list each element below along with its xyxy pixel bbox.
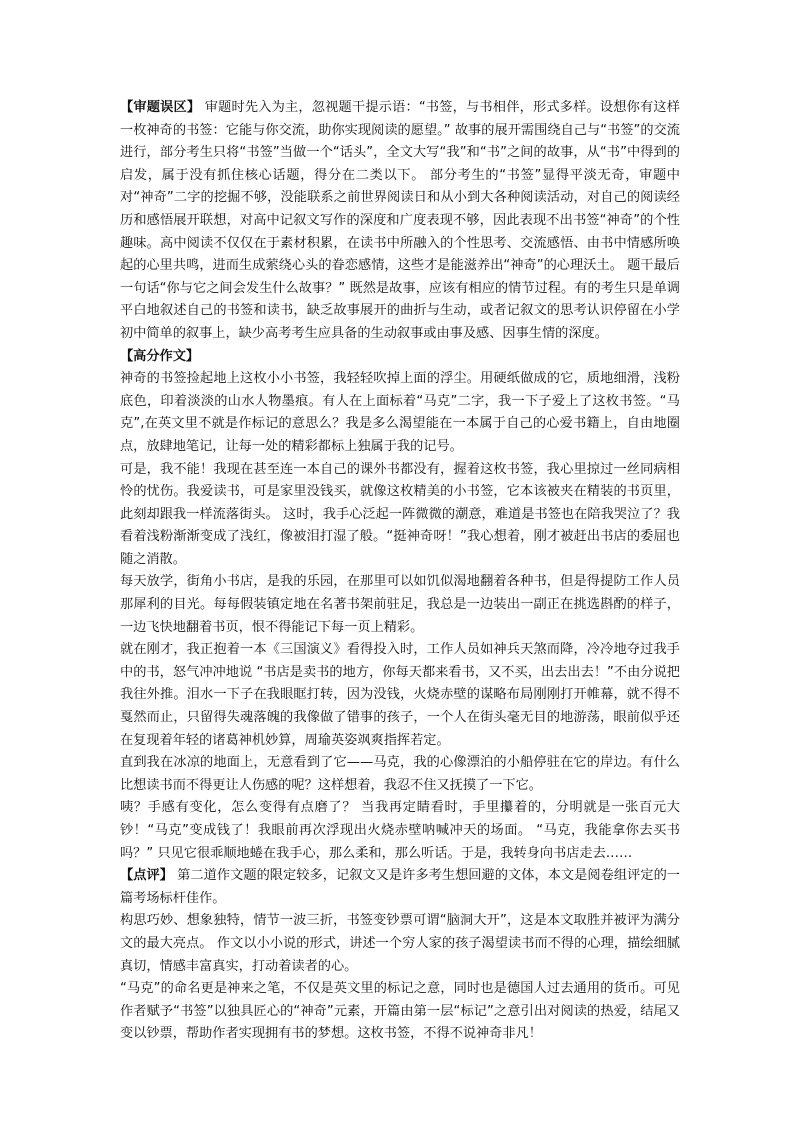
- section-label-review-mistakes: 【审题误区】: [120, 100, 201, 115]
- paragraph-text: 第二道作文题的限定较多，记叙文又是许多考生想回避的文体，本文是阅卷组评定的一篇考场标杆佳作。: [120, 868, 680, 906]
- document-body: [120, 97, 680, 1046]
- section-label-commentary: 【点评】: [120, 868, 173, 884]
- commentary-paragraph: [120, 865, 680, 910]
- essay-paragraph-1: 神奇的书签捡起地上这枚小小书签，我轻轻吹掉上面的浮尘。用硬纸做成的它，质地细滑，浅粉底色，印着淡淡的山水人物墨痕。有人在上面标着“马克”二字，我一下子爱上了这枚书签。“马克”,在英文里不就是作标记的意思么？我是多么渴望能在一本属于自己的心爱书籍上，自由地圈点，放肆地笔记，让每一处的精彩都标上独属于我的记号。: [120, 371, 680, 454]
- essay-paragraph-3: 每天放学，街角小书店，是我的乐园，在那里可以如饥似渴地翻着各种书，但是得提防工作人员那犀利的目光。每每假装镇定地在名著书架前驻足，我总是一边装出一副正在挑选斟酌的样子，一边飞快地翻着书页，恨不得能记下每一页上精彩。: [120, 574, 680, 635]
- high-score-essay-heading: [120, 346, 680, 369]
- essay-paragraph-4: 就在刚才，我正抱着一本《三国演义》看得投入时，工作人员如神兵天煞而降，冷冷地夺过我手中的书，怒气冲冲地说 “书店是卖书的地方，你每天都来看书，又不买，出去出去！”不由分说把我往外推。泪水一下子在我眼眶打转，因为没钱，火烧赤壁的谋略布局刚刚打开帷幕，就不得不戛然而止，只留得失魂落魄的我像做了错事的孩子，一个人在街头毫无目的地游荡，眼前似乎还在复现着年轻的诸葛神机妙算，周瑜英姿飒爽指挥若定。: [120, 642, 680, 748]
- commentary-paragraph-2: 构思巧妙、想象独特，情节一波三折，书签变钞票可谓“脑洞大开”，这是本文取胜并被评为满分文的最大亮点。 作文以小小说的形式，讲述一个穷人家的孩子渴望读书而不得的心理，描绘细腻真切，情感丰富真实，打动着读者的心。: [120, 913, 680, 974]
- essay-paragraph-2: 可是，我不能！我现在甚至连一本自己的课外书都没有，握着这枚书签，我心里掠过一丝同病相怜的忧伤。我爱读书，可是家里没钱买，就像这枚精美的小书签，它本该被夹在精装的书页里，此刻却跟我一样流落街头。 这时，我手心泛起一阵微微的潮意，难道是书签也在陪我哭泣了？我看着浅粉渐渐变成了浅红，像被泪打湿了般。“挺神奇呀！”我心想着，刚才被赶出书店的委屈也随之消散。: [120, 461, 680, 567]
- review-mistakes-paragraph: [120, 97, 680, 346]
- paragraph-text: 审题时先入为主，忽视题干提示语：“书签，与书相伴，形式多样。设想你有这样一枚神奇的书签：它能与你交流，助你实现阅读的愿望。” 故事的展开需围绕自己与“书签”的交流进行，部分考生只将“书签”当做一个“话头”，全文大写“我”和“书”之间的故事，从“书”中得到的启发，属于没有抓住核心话题，得分在二类以下。 部分考生的“书签”显得平淡无奇，审题中对“神奇”二字的挖掘不够，没能联系之前世界阅读日和从小到大各种阅读活动，对自己的阅读经历和感悟展开联想，对高中记叙文写作的深度和广度表现不够，因此表现不出书签“神奇”的个性趣味。高中阅读不仅仅在于素材积累，在读书中所融入的个性思考、交流感悟、由书中情感所唤起的心里共鸣，进而生成萦绕心头的眷恋感情，这些才是能滋养出“神奇”的心理沃土。 题干最后一句话“你与它之间会发生什么故事？” 既然是故事，应该有相应的情节过程。有的考生只是单调平白地叙述自己的书签和读书，缺乏故事展开的曲折与生动，或者记叙文的思考认识停留在小学初中简单的叙事上，缺少高考考生应具备的生动叙事或由事及感、因事生情的深度。: [120, 100, 680, 341]
- section-label-high-score-essay: 【高分作文】: [120, 348, 200, 364]
- essay-paragraph-5: 直到我在冰凉的地面上，无意看到了它——马克，我的心像漂泊的小船停驻在它的岸边。有什么比想读书而不得更让人伤感的呢？这样想着，我忍不住又抚摸了一下它。: [120, 755, 680, 793]
- commentary-paragraph-3: “马克”的命名更是神来之笔，不仅是英文里的标记之意，同时也是德国人过去通用的货币。可见作者赋予“书签”以独具匠心的“神奇”元素，开篇由第一层“标记”之意引出对阅读的热爱，结尾又变以钞票，帮助作者实现拥有书的梦想。这枚书签，不得不说神奇非凡！: [120, 981, 680, 1042]
- essay-paragraph-6: 咦？手感有变化，怎么变得有点磨了？ 当我再定睛看时，手里攥着的，分明就是一张百元大钞！“马克”变成钱了！我眼前再次浮现出火烧赤壁呐喊冲天的场面。 “马克，我能拿你去买书吗？” 只见它很乖顺地蜷在我手心，那么柔和，那么听话。于是，我转身向书店走去……: [120, 800, 680, 861]
